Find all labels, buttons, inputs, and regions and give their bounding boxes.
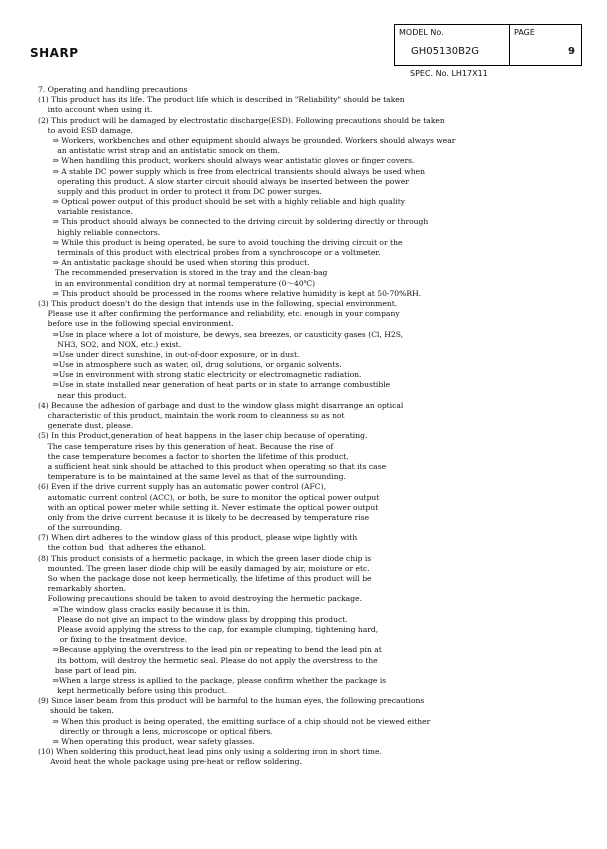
text-line: NH3, SO2, and NOX, etc.) exist. xyxy=(38,339,182,349)
text-line: terminals of this product with electrical probes from a synchroscope or a voltmeter. xyxy=(38,248,381,257)
text-line: directly or through a lens, microscope or optical fibers. xyxy=(38,726,273,736)
text-line: a sufficient heat sink should be attached to this product when operating so that its case xyxy=(38,461,387,471)
text-line: into account when using it. xyxy=(38,105,153,115)
text-line: supply and this product in order to protect it from DC power surges. xyxy=(38,186,322,196)
text-line: (2) This product will be damaged by electrostatic discharge(ESD). Following precautions should be taken xyxy=(38,115,445,125)
text-line: ⇒The window glass cracks easily because it is thin. xyxy=(38,604,251,614)
text-line: highly reliable connectors. xyxy=(38,227,161,237)
text-line: Please use it after confirming the performance and reliability, etc. enough in your company xyxy=(38,309,400,319)
text-line: its bottom, will destroy the hermetic seal. Please do not apply the overstress to the xyxy=(38,655,378,665)
text-line: (6) Even if the drive current supply has an automatic power control (AFC), xyxy=(38,482,326,492)
text-line: of the surrounding. xyxy=(38,523,123,533)
document-body xyxy=(38,85,586,768)
text-line: before use in the following special environment. xyxy=(38,319,234,329)
text-line: (8) This product consists of a hermetic package, in which the green laser diode chip is xyxy=(38,553,372,563)
text-line: ⇒ This product should always be connected to the driving circuit by soldering directly or through xyxy=(38,217,429,227)
text-line: 7. Operating and handling precautions xyxy=(38,85,188,94)
text-line: ⇒Use in place where a lot of moisture, be dewys, sea breezes, or causticity gases (Cl, H2S, xyxy=(38,329,404,339)
text-line: (10) When soldering this product,heat lead pins only using a soldering iron in short time. xyxy=(38,747,382,757)
model-label: MODEL No. xyxy=(399,28,444,37)
text-line: (5) In this Product,generation of heat happens in the laser chip because of operating. xyxy=(38,431,368,441)
text-line: ⇒ While this product is being operated, be sure to avoid touching the driving circuit or the xyxy=(38,237,403,247)
text-line: ⇒ An antistatic package should be used when storing this product. xyxy=(38,258,310,268)
text-line: ⇒ Optical power output of this product should be set with a highly reliable and high quality xyxy=(38,197,406,207)
text-line: the cotton bud that adheres the ethanol. xyxy=(38,543,207,553)
text-line: ⇒Use in state installed near generation of heat parts or in state to arrange combustible xyxy=(38,380,391,390)
text-line: ⇒ When operating this product, wear safety glasses. xyxy=(38,737,255,746)
text-line: Following precautions should be taken to avoid destroying the hermetic package. xyxy=(38,594,362,604)
text-line: variable resistance. xyxy=(38,207,133,217)
text-line: So when the package dose not keep hermetically, the lifetime of this product will be xyxy=(38,574,372,583)
text-line: kept hermetically before using this product. xyxy=(38,686,228,696)
text-line: temperature is to be maintained at the same level as that of the surrounding. xyxy=(38,472,346,482)
text-line: (9) Since laser beam from this product will be harmful to the human eyes, the following precautions xyxy=(38,696,425,706)
sharp-logo: SHARP xyxy=(30,46,79,60)
text-line: near this product. xyxy=(38,390,127,400)
text-line: generate dust, please. xyxy=(38,421,134,431)
text-line: ⇒ When this product is being operated, the emitting surface of a chip should not be viewed either xyxy=(38,716,431,726)
text-line: ⇒Use in environment with strong static electricity or electromagnetic radiation. xyxy=(38,370,362,380)
text-line: (1) This product has its life. The product life which is described in "Reliability" should be taken xyxy=(38,95,405,105)
text-line: remarkably shorten. xyxy=(38,584,127,594)
text-line: Please avoid applying the stress to the cap, for example clumping, tightening hard, xyxy=(38,624,379,634)
text-line: mounted. The green laser diode chip will be easily damaged by air, moisture or etc. xyxy=(38,563,370,573)
spec-number: SPEC. No. LH17X11 xyxy=(410,69,488,78)
text-line: Please do not give an impact to the window glass by dropping this product. xyxy=(38,614,348,624)
text-line: ⇒ A stable DC power supply which is free from electrical transients should always be used when xyxy=(38,166,426,176)
text-line: with an optical power meter while setting it. Never estimate the optical power output xyxy=(38,502,379,512)
text-line: ⇒Use under direct sunshine, in out-of-door exposure, or in dust. xyxy=(38,349,300,359)
text-line: ⇒ Workers, workbenches and other equipment should always be grounded. Workers should always wear xyxy=(38,135,456,145)
text-line: automatic current control (ACC), or both, be sure to monitor the optical power output xyxy=(38,492,380,502)
text-line: ⇒Because applying the overstress to the lead pin or repeating to bend the lead pin at xyxy=(38,645,382,655)
header-table xyxy=(394,24,582,66)
text-line: ⇒Use in atmosphere such as water, oil, drug solutions, or organic solvents. xyxy=(38,360,342,370)
text-line: characteristic of this product, maintain the work room to cleanness so as not xyxy=(38,411,345,420)
text-line: operating this product. A slow starter circuit should always be inserted between the power xyxy=(38,176,409,186)
text-line: to avoid ESD damage. xyxy=(38,125,133,135)
text-line: in an environmental condition dry at normal temperature (0～40℃) xyxy=(38,278,316,288)
text-line: ⇒ When handling this product, workers should always wear antistatic gloves or finger covers. xyxy=(38,156,415,166)
text-line: an antistatic wrist strap and an antistatic smock on them. xyxy=(38,146,280,156)
text-line: only from the drive current because it is likely to be decreased by temperature rise xyxy=(38,512,370,522)
text-line: the case temperature becomes a factor to shorten the lifetime of this product, xyxy=(38,451,349,461)
page-label: PAGE xyxy=(514,28,535,37)
text-line: should be taken. xyxy=(38,706,114,716)
text-line: The recommended preservation is stored in the tray and the clean-bag xyxy=(38,268,328,278)
page-number: 9 xyxy=(568,46,575,57)
text-line: Avoid heat the whole package using pre-heat or reflow soldering. xyxy=(38,757,302,767)
text-line: ⇒ This product should be processed in the rooms where relative humidity is kept at 50-70%RH. xyxy=(38,288,422,298)
text-line: base part of lead pin. xyxy=(38,665,137,675)
text-line: (7) When dirt adheres to the window glass of this product, please wipe lightly with xyxy=(38,533,358,543)
text-line: (3) This product doesn't do the design that intends use in the following, special environment. xyxy=(38,298,398,308)
text-line: or fixing to the treatment device. xyxy=(38,635,188,645)
model-number: GH05130B2G xyxy=(411,46,480,57)
text-line: The case temperature rises by this generation of heat. Because the rise of xyxy=(38,441,334,451)
text-line: (4) Because the adhesion of garbage and dust to the window glass might disarrange an optical xyxy=(38,400,404,410)
model-cell xyxy=(395,25,510,66)
page-cell xyxy=(510,25,582,66)
text-line: ⇒When a large stress is apllied to the package, please confirm whether the package is xyxy=(38,675,387,685)
